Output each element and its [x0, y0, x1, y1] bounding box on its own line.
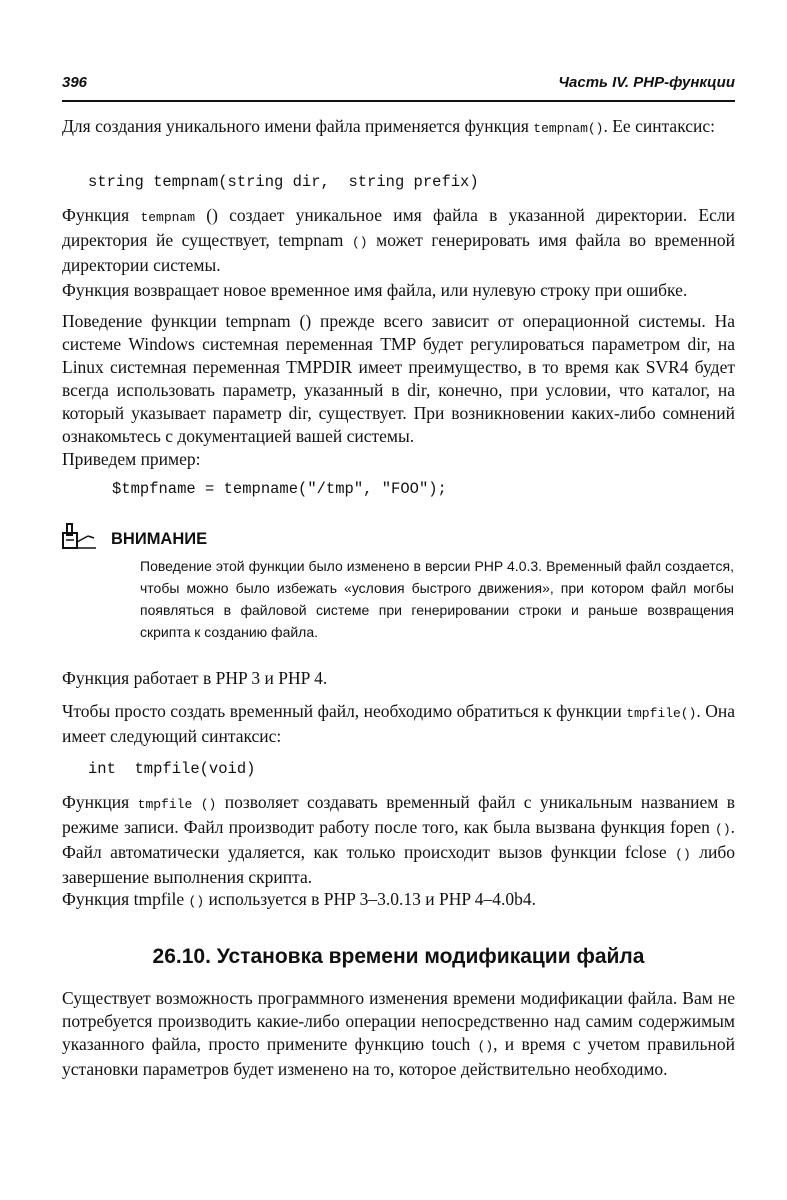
- paragraph-tempnam-intro: Для создания уникального имени файла применяется функция tempnam(). Ее синтаксис:: [62, 116, 716, 136]
- running-header: [62, 70, 735, 96]
- paragraph-tempnam-behavior: Поведение функции tempnam () прежде всего зависит от операционной системы. На системе Windows системная переменная TMP будет регулироваться параметром dir, на Linux системная переменная TMPDIR имеет преимущество, в то время как SVR4 будет всегда использовать параметр, указанный в dir, конечно, при условии, что каталог, на который указывает параметр dir, существует. При возникновении каких-либо сомнений ознакомьтесь с документацией вашей системы.: [62, 311, 735, 446]
- warning-hand-icon: [62, 522, 100, 552]
- paragraph-tempnam-return: Функция возвращает новое временное имя файла, или нулевую строку при ошибке.: [62, 280, 688, 300]
- paragraph-example-intro: Приведем пример:: [62, 449, 201, 469]
- code-tempnam-syntax: string tempnam(string dir, string prefix): [88, 173, 479, 191]
- part-title: Часть IV. PHP-функции: [558, 74, 735, 91]
- paragraph-tmpfile-desc: Функция tmpfile () позволяет создавать временный файл с уникальным названием в режиме записи. Файл производит работу после того, как была вызвана функция fopen (). Файл автоматически удаляется, как только происходит вызов функции fclose () либо завершение выполнения скрипта.: [62, 792, 735, 887]
- section-heading: 26.10. Установка времени модификации файла: [152, 945, 645, 968]
- note-text: Поведение этой функции было изменено в версии PHP 4.0.3. Временный файл создается, чтобы можно было избежать «условия быстрого движения», при котором файл могбы появляться в файловой системе при генерировании строки и раньше возвращения скрипта к созданию файла.: [140, 558, 734, 640]
- inline-code: tempnam(): [533, 121, 604, 136]
- page-number: 396: [62, 74, 88, 91]
- code-tempnam-example: $tmpfname = tempname("/tmp", "FOO");: [112, 480, 447, 498]
- header-rule: [62, 100, 735, 102]
- inline-code: tmpfile: [137, 797, 193, 812]
- paragraph-touch-intro: Существует возможность программного изменения времени модификации файла. Вам не потребуется производить какие-либо операции непосредственно над самим содержимым указанного файла, просто примените функцию touch (), и время с учетом правильной установки параметров будет изменено на то, которое действительно необходимо.: [62, 988, 736, 1079]
- inline-code: tempnam: [140, 210, 196, 225]
- paragraph-tempnam-desc: Функция tempnam () создает уникальное имя файла в указанной директории. Если директория йе существует, tempnam () может генерировать имя файла во временной директории системы.: [62, 205, 735, 275]
- paragraph-tmpfile-versions: Функция tmpfile () используется в PHP 3–3.0.13 и PHP 4–4.0b4.: [62, 889, 537, 909]
- note-title: ВНИМАНИЕ: [111, 530, 208, 548]
- paragraph-tmpfile-intro: Чтобы просто создать временный файл, необходимо обратиться к функции tmpfile(). Она имеет следующий синтаксис:: [62, 701, 735, 746]
- paragraph-php-versions: Функция работает в PHP 3 и PHP 4.: [62, 668, 328, 688]
- inline-code: tmpfile(): [626, 706, 697, 721]
- code-tmpfile-syntax: int tmpfile(void): [88, 760, 256, 778]
